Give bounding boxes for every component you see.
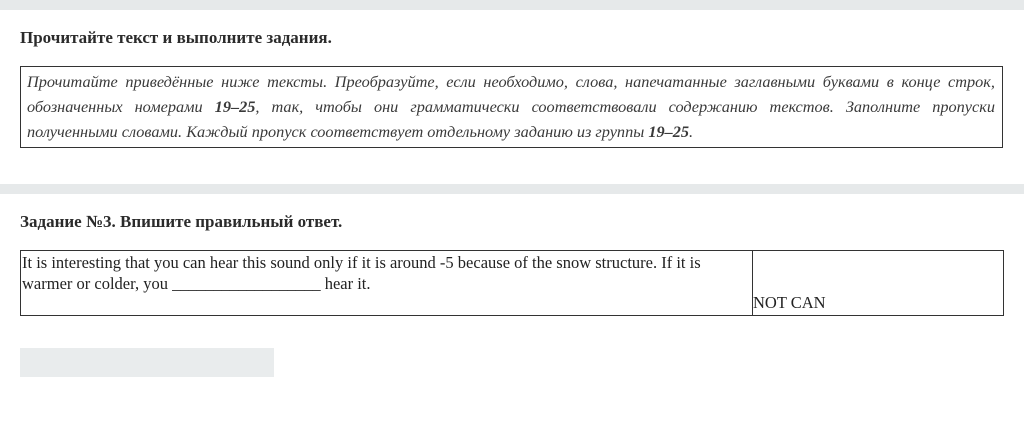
task-keyword-cell [753,251,1003,315]
instruction-range-2: 19–25 [648,122,690,141]
task-title: Задание №3. Впишите правильный ответ. [20,212,343,231]
instruction-text-part1: Прочитайте приведённые ниже тексты. Преобразуйте, если необходимо, слова, напечатанные заглавными буквами в конце строк, обозначенных номерами [27,72,995,116]
instruction-text-part3: . [689,122,694,141]
task-table [20,250,1004,316]
instructions-section [0,10,1024,184]
top-divider-band [0,0,1024,10]
section-title: Прочитайте текст и выполните задания. [20,28,332,47]
task-sentence: It is interesting that you can hear this sound only if it is around -5 because of the snow structure. If it is warmer or colder, you __________________ hear it. [21,251,753,315]
task-section [0,194,1024,423]
middle-divider-band [0,184,1024,194]
instruction-box [20,66,1003,148]
instruction-range-1: 19–25 [214,97,256,116]
answer-input[interactable] [20,348,274,377]
instruction-text-part2: , так, чтобы они грамматически соответствовали содержанию текстов. Заполните пропуски полученными словами. Каждый пропуск соответствует отдельному заданию из группы [27,97,996,141]
task-keyword: NOT CAN [753,293,826,312]
